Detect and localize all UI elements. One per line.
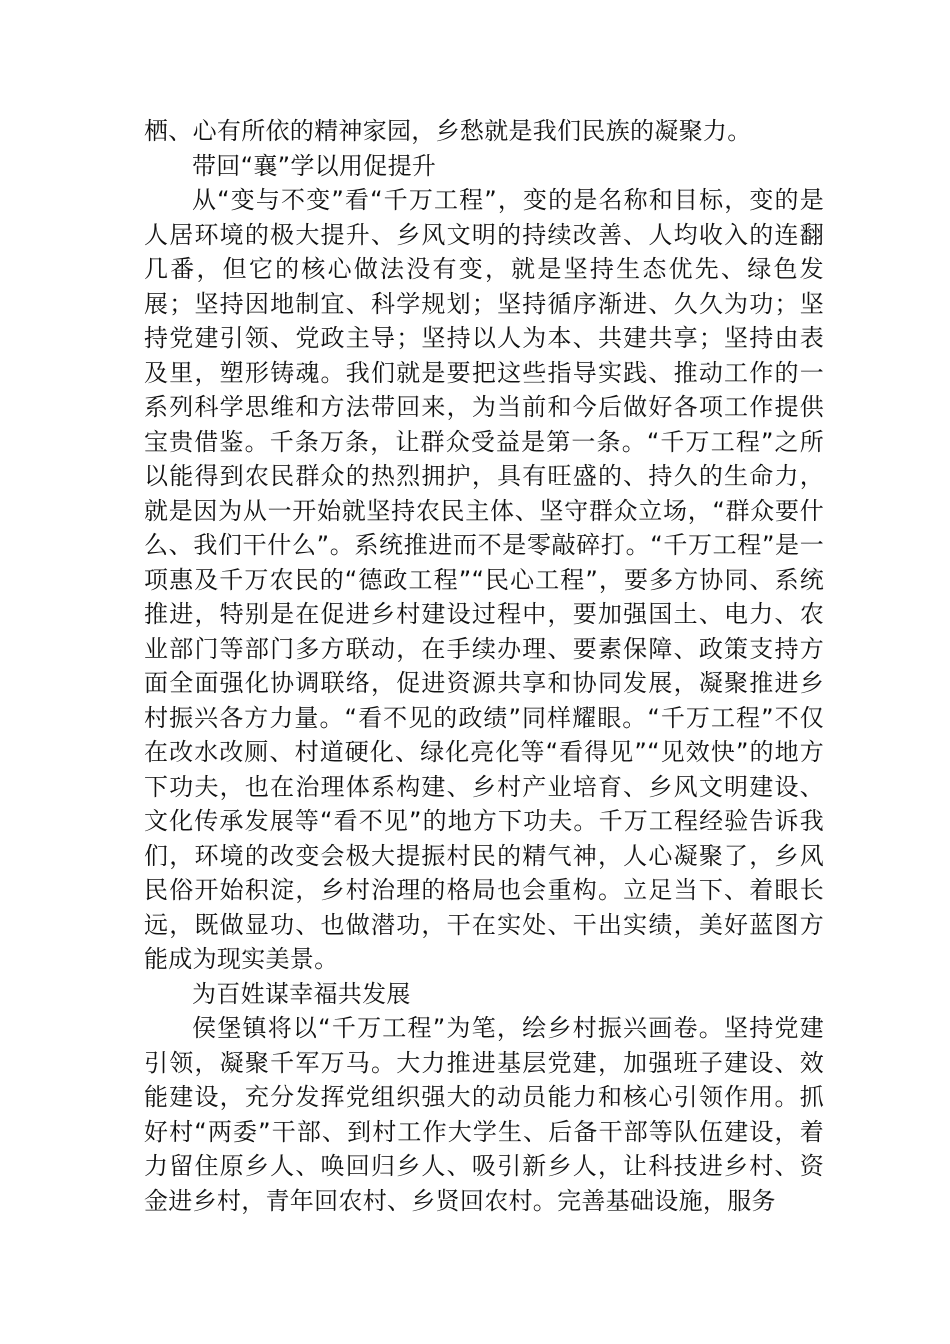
paragraph-body: 从“变与不变”看“千万工程”，变的是名称和目标，变的是人居环境的极大提升、乡风文明的持续改善、人均收入的连翻几番，但它的核心做法没有变，就是坚持生态优先、绿色发展；坚持因地制宜、科学规划；坚持循序渐进、久久为功；坚持党建引领、党政主导；坚持以人为本、共建共享；坚持由表及里，塑形铸魂。我们就是要把这些指导实践、推动工作的一系列科学思维和方法带回来，为当前和今后做好各项工作提供宝贵借鉴。千条万条，让群众受益是第一条。“千万工程”之所以能得到农民群众的热烈拥护，具有旺盛的、持久的生命力，就是因为从一开始就坚持农民主体、坚守群众立场，“群众要什么、我们干什么”。系统推进而不是零敲碎打。“千万工程”是一项惠及千万农民的“德政工程”“民心工程”，要多方协同、系统推进，特别是在促进乡村建设过程中，要加强国土、电力、农业部门等部门多方联动，在手续办理、要素保障、政策支持方面全面强化协调联络，促进资源共享和协同发展，凝聚推进乡村振兴各方力量。“看不见的政绩”同样耀眼。“千万工程”不仅在改水改厕、村道硬化、绿化亮化等“看得见”“见效快”的地方下功夫，也在治理体系构建、乡村产业培育、乡风文明建设、文化传承发展等“看不见”的地方下功夫。千万工程经验告诉我们，环境的改变会极大提振村民的精气神，人心凝聚了，乡风民俗开始积淀，乡村治理的格局也会重构。立足当下、着眼长远，既做显功、也做潜功，干在实处、干出实绩，美好蓝图方能成为现实美景。 <box>144 186 824 973</box>
paragraph-continuation: 栖、心有所依的精神家园，乡愁就是我们民族的凝聚力。 <box>144 117 752 145</box>
section-heading-bring-back: 带回“襄”学以用促提升 <box>192 151 437 180</box>
paragraph-body: 侯堡镇将以“千万工程”为笔，绘乡村振兴画卷。坚持党建引领，凝聚千军万马。大力推进基层党建，加强班子建设、效能建设，充分发挥党组织强大的动员能力和核心引领作用。抓好村“两委”干部、到村工作大学生、后备干部等队伍建设，着力留住原乡人、唤回归乡人、吸引新乡人，让科技进乡村、资金进乡村，青年回农村、乡贤回农村。完善基础设施，服务 <box>144 1014 824 1215</box>
document-body <box>144 114 824 1218</box>
section-heading-welfare: 为百姓谋幸福共发展 <box>192 979 411 1008</box>
